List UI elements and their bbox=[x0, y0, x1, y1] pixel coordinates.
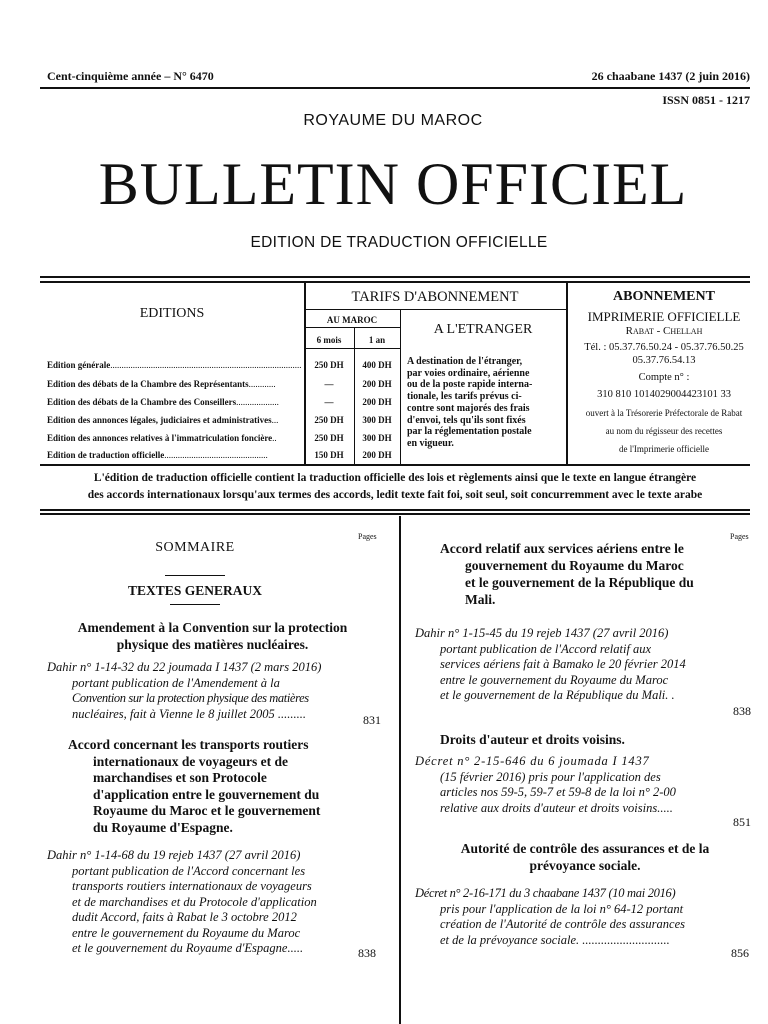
header-rule bbox=[40, 87, 750, 89]
tariff-row-label: Edition des débats de la Chambre des Représentants............ bbox=[47, 379, 276, 389]
au-maroc-label: AU MAROC bbox=[326, 315, 378, 325]
compte-number: 310 810 1014029004423101 33 bbox=[597, 389, 731, 400]
phone-numbers-2: 05.37.76.54.13 bbox=[632, 355, 696, 366]
period-underline bbox=[304, 348, 400, 349]
tariff-six-months: 250 DH bbox=[314, 415, 344, 425]
etranger-note: A destination de l'étranger, par voies ordinaire, aérienne ou de la poste rapide interna- tionale, les tarifs prévus ci- contre sont majorés des frais d'envoi, tels qu'ils sont fixés par la réglementation postale en vigueur. bbox=[407, 356, 533, 449]
kingdom-title: ROYAUME DU MAROC bbox=[303, 112, 483, 129]
abonnement-block bbox=[567, 288, 761, 455]
issue-date: 26 chaabane 1437 (2 juin 2016) bbox=[591, 69, 750, 83]
entry-title: Droits d'auteur et droits voisins. bbox=[440, 732, 625, 747]
entry-body: Décret n° 2-16-171 du 3 chaabane 1437 (10 mai 2016) pris pour l'application de la loi n° 64-12 portant création de l'Autorité de contrôle des assurances et de la prévoyance sociale. ............................ bbox=[415, 886, 685, 947]
maroc-underline bbox=[304, 327, 400, 328]
entry-title: Accord concernant les transports routiers internationaux de voyageurs et de marchandises et son Protocole d'application entre le gouvernement du Royaume du Maroc et le gouvernement du Royaume d'Espagne. bbox=[68, 737, 321, 835]
compte-detail: ouvert à la Trésorerie Préfectorale de Rabat bbox=[585, 408, 743, 418]
tariff-row-label: Edition des annonces relatives à l'immatriculation foncière.. bbox=[47, 433, 277, 443]
entry-title: Amendement à la Convention sur la protection physique des matières nucléaires. bbox=[77, 620, 348, 652]
section-rule bbox=[170, 604, 220, 605]
issn: ISSN 0851 - 1217 bbox=[662, 93, 750, 107]
section-heading: TEXTES GENERAUX bbox=[128, 583, 262, 598]
editions-heading: EDITIONS bbox=[139, 306, 205, 321]
page-number: 856 bbox=[731, 946, 749, 960]
six-mois-label: 6 mois bbox=[316, 335, 342, 345]
tarifs-heading: TARIFS D'ABONNEMENT bbox=[351, 289, 519, 305]
table-top-rule bbox=[40, 276, 750, 278]
compte-detail: au nom du régisseur des recettes bbox=[605, 426, 723, 436]
tariff-one-year: 300 DH bbox=[362, 415, 392, 425]
tariff-six-months: 150 DH bbox=[314, 450, 344, 460]
page-number: 851 bbox=[733, 815, 751, 829]
tariff-one-year: 200 DH bbox=[362, 379, 392, 389]
issue-number: Cent-cinquième année – N° 6470 bbox=[47, 69, 214, 83]
page-number: 838 bbox=[733, 704, 751, 718]
tariff-row-label: Edition des débats de la Chambre des Conseillers................... bbox=[47, 397, 279, 407]
etranger-heading: A L'ETRANGER bbox=[433, 322, 533, 337]
tariff-row-label: Edition des annonces légales, judiciaires et administratives... bbox=[47, 415, 279, 425]
tariff-one-year: 400 DH bbox=[362, 360, 392, 370]
tariff-six-months: 250 DH bbox=[314, 433, 344, 443]
entry-body: Dahir n° 1-14-32 du 22 joumada I 1437 (2 mars 2016) portant publication de l'Amendement à la Convention sur la protection physique des matières nucléaires, fait à Vienne le 8 juillet 2005 ......... bbox=[47, 660, 322, 721]
abonnement-heading: ABONNEMENT bbox=[613, 289, 715, 304]
phone-numbers: Tél. : 05.37.76.50.24 - 05.37.76.50.25 bbox=[584, 342, 744, 353]
tarifs-underline bbox=[304, 309, 566, 310]
tariff-one-year: 200 DH bbox=[362, 397, 392, 407]
compte-detail: de l'Imprimerie officielle bbox=[619, 444, 709, 454]
entry-body: Dahir n° 1-14-68 du 19 rejeb 1437 (27 avril 2016) portant publication de l'Accord concernant les transports routiers internationaux de voyageurs et de marchandises et du Protocole d'application dudit Accord, faits à Rabat le 3 octobre 2012 entre le gouvernement du Royaume du Maroc et le gouvernement du Royaume d'Espagne..... bbox=[47, 848, 317, 955]
imprimerie-location: Rabat - Chellah bbox=[625, 325, 703, 337]
pages-label: Pages bbox=[730, 532, 749, 541]
imprimerie-name: IMPRIMERIE OFFICIELLE bbox=[587, 309, 741, 324]
column-divider bbox=[399, 516, 401, 1024]
tariff-row-label: Edition générale..................................................................................... bbox=[47, 360, 302, 370]
tariff-six-months: — bbox=[324, 379, 334, 389]
page-number: 838 bbox=[358, 946, 376, 960]
entry-body: Dahir n° 1-15-45 du 19 rejeb 1437 (27 avril 2016) portant publication de l'Accord relatif aux services aériens fait à Bamako le 20 février 2014 entre le gouvernement du Royaume du Maroc et le gouvernement de la République du Mali. . bbox=[415, 626, 686, 702]
notice-rule-2 bbox=[40, 513, 750, 515]
notice-rule bbox=[40, 509, 750, 511]
un-an-label: 1 an bbox=[368, 335, 386, 345]
official-notice: L'édition de traduction officielle contient la traduction officielle des lois et règlements ainsi que le texte en langue étrangère des accords internationaux lorsqu'aux termes des accords, ledit texte fait foi, soit seul, soit concurremment avec le texte arabe bbox=[87, 472, 703, 501]
sommaire-heading: SOMMAIRE bbox=[155, 540, 235, 555]
entry-body: Décret n° 2-15-646 du 6 joumada I 1437 (15 février 2016) pris pour l'application des articles nos 59-5, 59-7 et 59-8 de la loi n° 2-00 relative aux droits d'auteur et droits voisins..... bbox=[415, 754, 676, 815]
tariff-one-year: 200 DH bbox=[362, 450, 392, 460]
sommaire-rule bbox=[165, 575, 225, 576]
edition-subtitle: EDITION DE TRADUCTION OFFICIELLE bbox=[250, 234, 548, 251]
tariff-six-months: — bbox=[324, 397, 334, 407]
page-number: 831 bbox=[363, 713, 381, 727]
tariff-row-label: Edition de traduction officielle.............................................. bbox=[47, 450, 268, 460]
entry-title: Accord relatif aux services aériens entre le gouvernement du Royaume du Maroc et le gouvernement de la République du Mali. bbox=[440, 541, 694, 607]
tariff-one-year: 300 DH bbox=[362, 433, 392, 443]
table-top-rule-2 bbox=[40, 281, 750, 283]
table-bottom-rule bbox=[40, 464, 750, 466]
entry-title: Autorité de contrôle des assurances et de la prévoyance sociale. bbox=[460, 841, 710, 873]
compte-label: Compte n° : bbox=[638, 372, 690, 383]
page-title: BULLETIN OFFICIEL bbox=[98, 151, 688, 217]
tariff-six-months: 250 DH bbox=[314, 360, 344, 370]
pages-label: Pages bbox=[358, 532, 377, 541]
